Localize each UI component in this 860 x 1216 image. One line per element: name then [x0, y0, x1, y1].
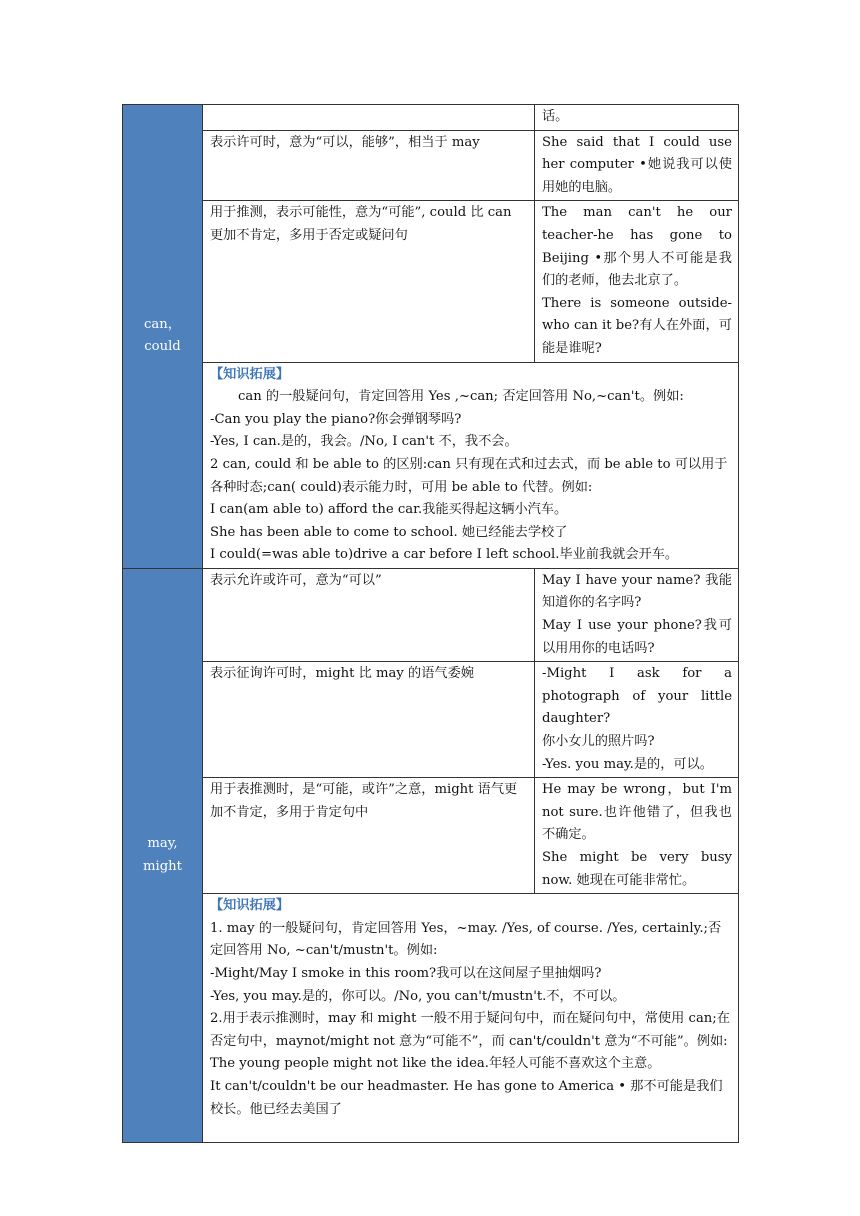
table-row: [123, 894, 739, 1143]
word-label: can，could: [144, 316, 181, 355]
usage-cell: 表示允许或许可，意为“可以”: [203, 568, 535, 661]
table-row: [123, 362, 739, 568]
extension-line: It can't/couldn't be our headmaster. He has gone to America • 那不可能是我们校长。他已经去美国了: [210, 1078, 723, 1117]
example-sentence: -Might I ask for a photograph of your little daughter?: [542, 666, 732, 727]
extension-cell: [203, 894, 739, 1143]
extension-line: The young people might not like the idea.年轻人可能不喜欢这个主意。: [210, 1056, 661, 1072]
extension-line: I can(am able to) afford the car.我能买得起这辆小汽车。: [210, 502, 568, 518]
table-row: [123, 130, 739, 201]
word-label: may,: [147, 835, 178, 851]
extension-line: -Can you play the piano?你会弹钢琴吗?: [210, 411, 462, 427]
table-row: [123, 662, 739, 778]
usage-cell: [203, 105, 535, 131]
usage-cell: 表示许可时，意为“可以，能够”，相当于 may: [203, 130, 535, 201]
example-sentence: 你小女儿的照片吗?: [542, 734, 655, 750]
example-cell: [535, 778, 739, 894]
extension-line: -Yes, you may.是的，你可以。/No, you can't/mustn't.不，不可以。: [210, 988, 626, 1004]
extension-line: I could(=was able to)drive a car before I left school.毕业前我就会开车。: [210, 547, 679, 563]
word-cell-can-could: [123, 105, 203, 569]
example-sentence: May I have your name? 我能知道你的名字吗?: [542, 572, 732, 611]
extension-line: 2 can, could 和 be able to 的区别:can 只有现在式和过去式，而 be able to 可以用于各种时态;can( could)表示能力时，可用 be able to 代替。例如:: [210, 456, 728, 495]
extension-line: 1. may 的一般疑问句，肯定回答用 Yes，~may. /Yes, of course. /Yes, certainly.;否定回答用 No, ~can't/mustn't。例如:: [210, 920, 722, 959]
extension-line: She has been able to come to school. 她已经能去学校了: [210, 524, 568, 540]
example-cell: [535, 662, 739, 778]
usage-cell: 用于推测，表示可能性，意为“可能”, could 比 can 更加不肯定，多用于否定或疑问句: [203, 201, 535, 362]
table-row: [123, 105, 739, 131]
grammar-table: [122, 104, 739, 1143]
extension-title: 【知识拓展】: [210, 366, 290, 382]
example-cell: 话。: [535, 105, 739, 131]
extension-cell: [203, 362, 739, 568]
example-cell: She said that I could use her computer •她说我可以使用她的电脑。: [535, 130, 739, 201]
example-sentence: -Yes. you may.是的，可以。: [542, 756, 713, 772]
extension-title: 【知识拓展】: [210, 898, 290, 914]
table-row: [123, 201, 739, 362]
example-sentence: The man can't he our teacher-he has gone to Beijing •那个男人不可能是我们的老师，他去北京了。: [542, 205, 732, 289]
example-cell: [535, 568, 739, 661]
extension-line: -Yes, I can.是的，我会。/No, I can't 不，我不会。: [210, 434, 518, 450]
example-sentence: May I use your phone?我可以用用你的电话吗?: [542, 618, 732, 656]
word-cell-may-might: [123, 568, 203, 1142]
example-cell: [535, 201, 739, 362]
example-sentence: There is someone outside-who can it be?有人在外面，可能是谁呢?: [542, 295, 732, 356]
extension-line: can 的一般疑问句，肯定回答用 Yes ,~can; 否定回答用 No,~can't。例如:: [238, 389, 684, 405]
table-row: [123, 778, 739, 894]
extension-line: -Might/May I smoke in this room?我可以在这间屋子里抽烟吗?: [210, 965, 602, 981]
example-sentence: He may be wrong，but I'm not sure.也许他错了，但我也不确定。: [542, 782, 732, 843]
usage-cell: 表示征询许可时，might 比 may 的语气委婉: [203, 662, 535, 778]
word-label: might: [143, 858, 182, 874]
table-row: [123, 568, 739, 661]
extension-line: 2.用于表示推测时，may 和 might 一般不用于疑问句中，而在疑问句中，常使用 can;在否定句中，maynot/might not 意为“可能不”，而 can't/couldn't 意为“不可能”。例如:: [210, 1011, 730, 1049]
example-sentence: She might be very busy now. 她现在可能非常忙。: [542, 850, 732, 888]
usage-cell: 用于表推测时，是“可能，或许”之意，might 语气更加不肯定，多用于肯定句中: [203, 778, 535, 894]
